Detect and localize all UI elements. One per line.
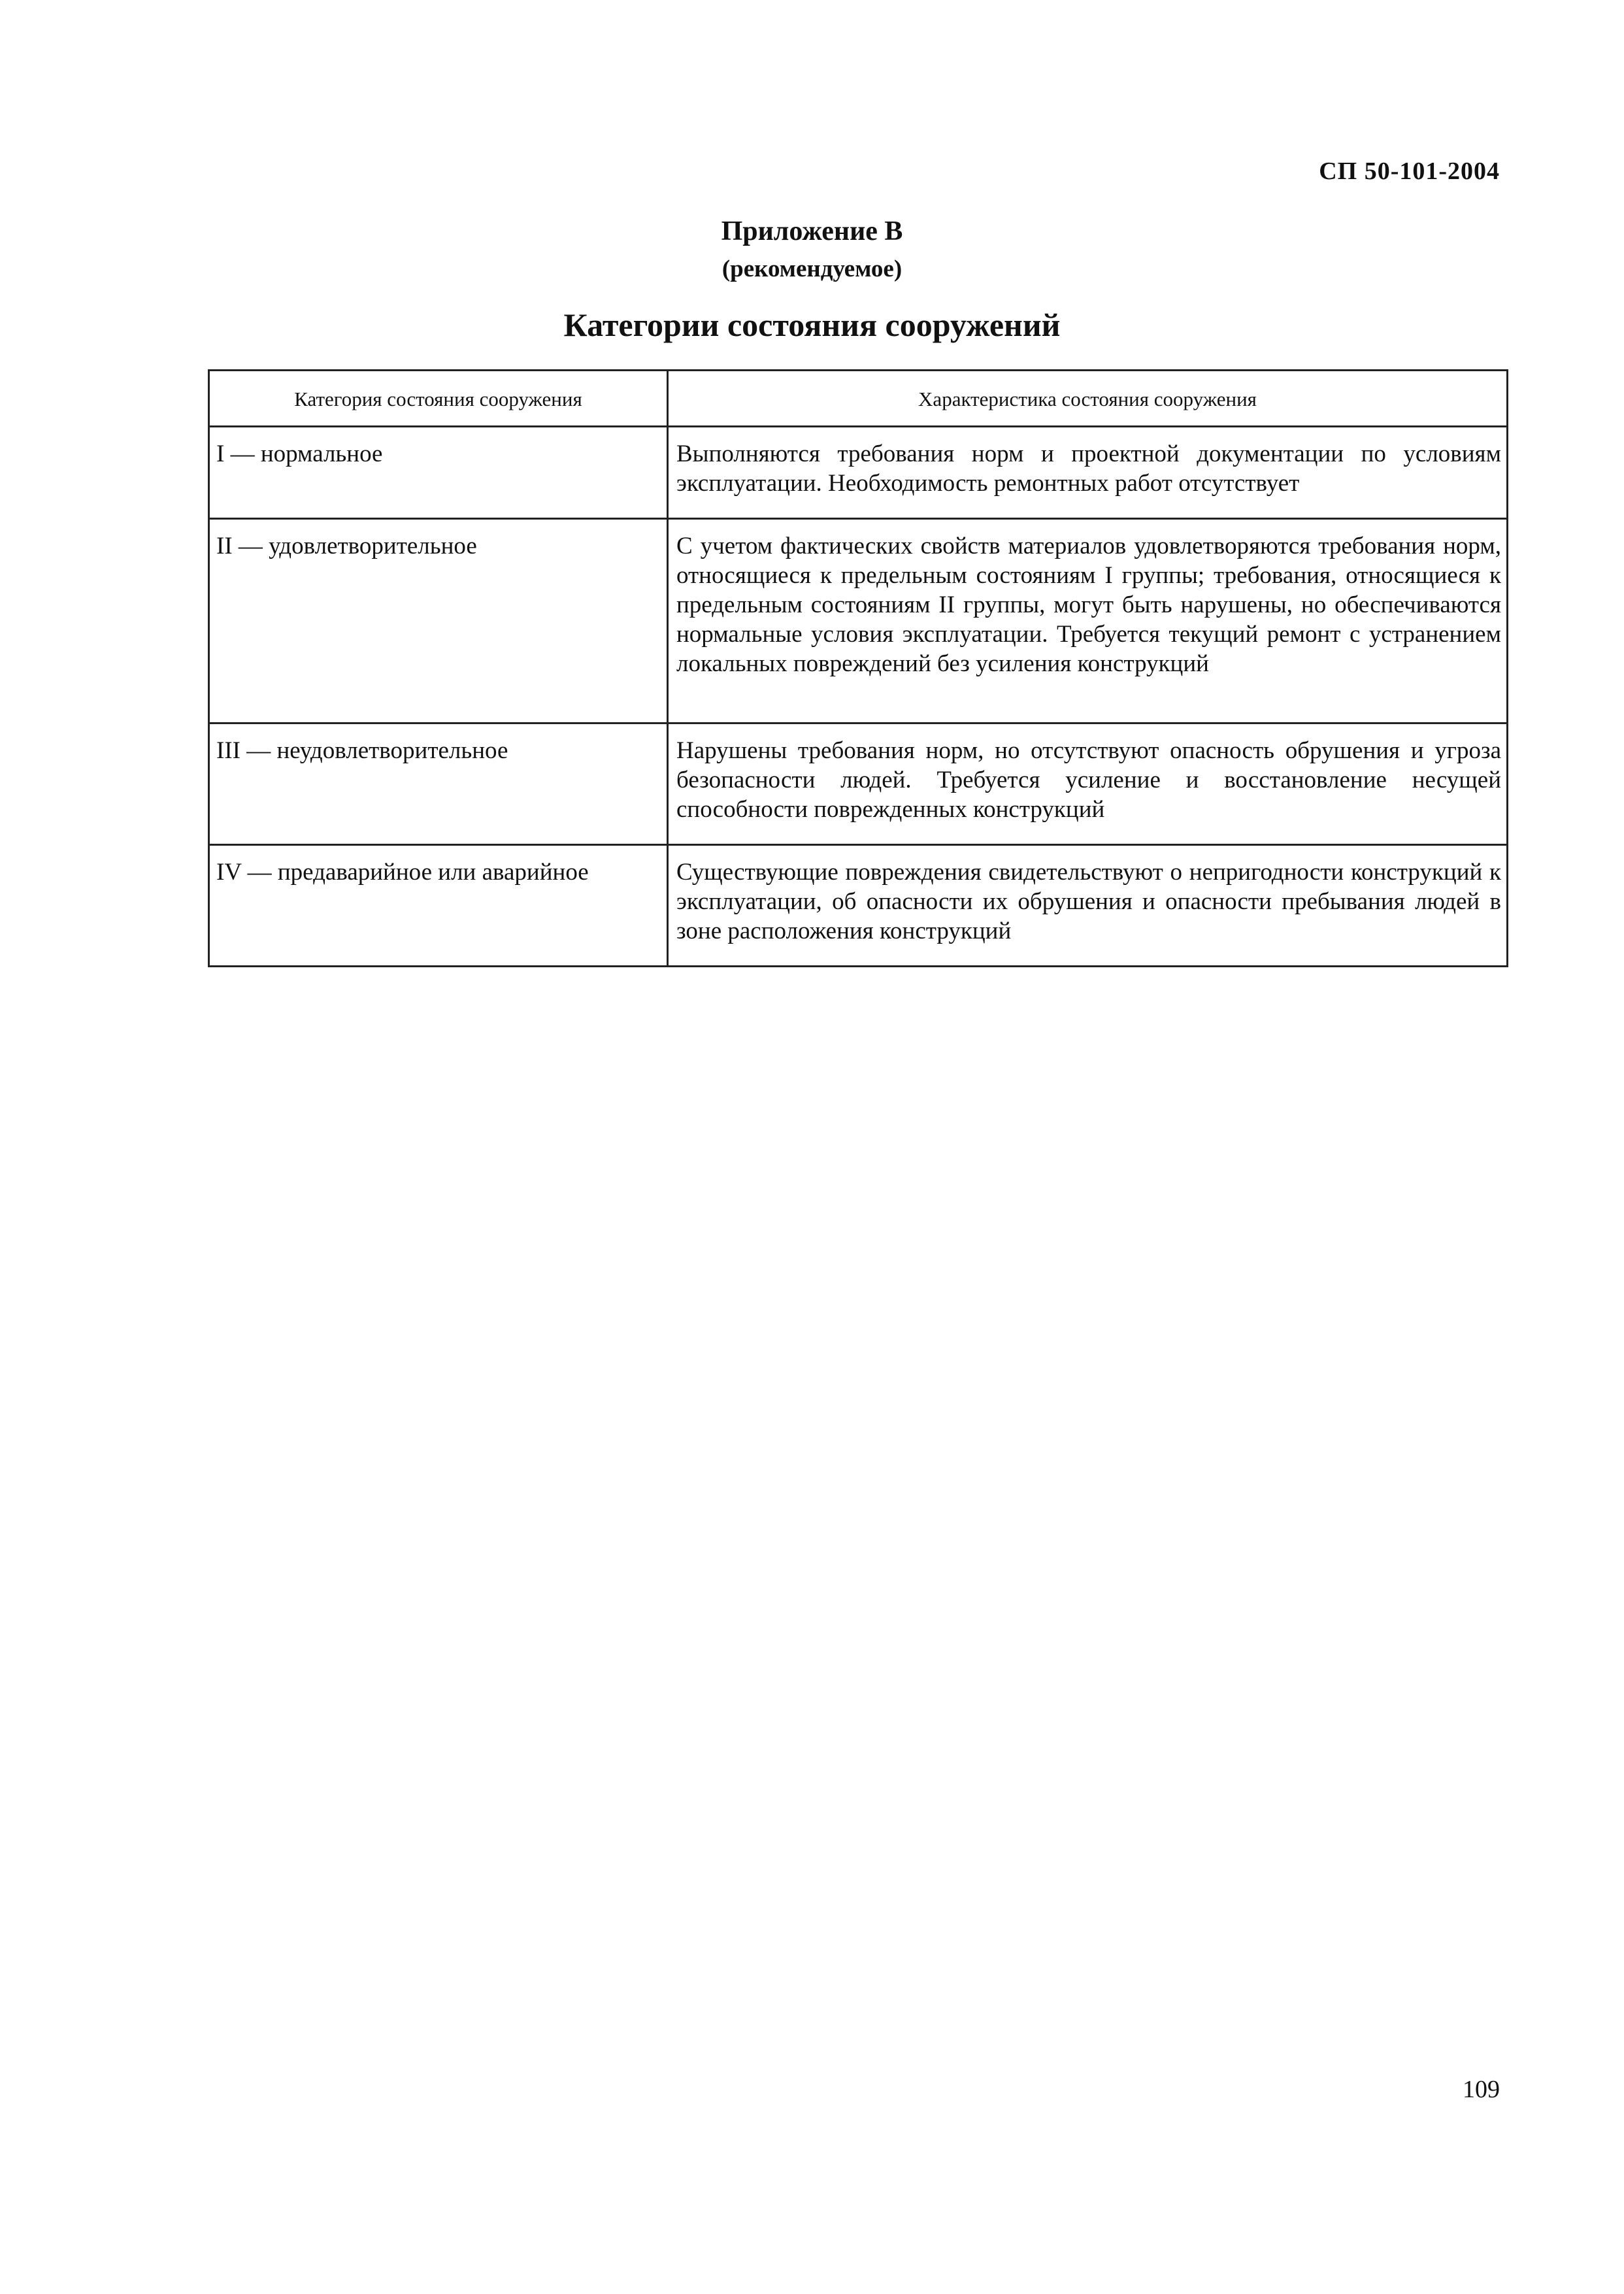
table-row	[209, 723, 1508, 845]
description-cell: Существующие повреждения свидетельствуют о непригодности конструкций к эксплуатации, об опасности их обрушения и опасности пребывания людей в зоне расположения конструкций	[668, 845, 1508, 967]
categories-table	[208, 369, 1508, 967]
table-row	[209, 519, 1508, 723]
table-row	[209, 427, 1508, 519]
appendix-subtitle: (рекомендуемое)	[721, 256, 903, 282]
description-cell: С учетом фактических свойств материалов удовлетворяются требования норм, относящиеся к предельным состояниям I группы; требования, относящиеся к предельным состояниям II группы, могут быть нарушены, но обеспечиваются нормальные условия эксплуатации. Требуется текущий ремонт с устранением локальных повреждений без усиления конструкций	[668, 519, 1508, 723]
page-number: 109	[1463, 2076, 1500, 2103]
document-code: СП 50-101-2004	[1319, 158, 1500, 185]
column-header-category: Категория состояния сооружения	[209, 371, 668, 427]
category-cell: II — удовлетворительное	[209, 519, 668, 723]
appendix-title: Приложение В	[721, 216, 903, 246]
description-cell: Выполняются требования норм и проектной документации по условиям эксплуатации. Необходимость ремонтных работ отсутствует	[668, 427, 1508, 519]
category-cell: I — нормальное	[209, 427, 668, 519]
table-header-row	[209, 371, 1508, 427]
category-cell: IV — предаварийное или аварийное	[209, 845, 668, 967]
category-cell: III — неудовлетворительное	[209, 723, 668, 845]
table-row	[209, 845, 1508, 967]
description-cell: Нарушены требования норм, но отсутствуют опасность обрушения и угроза безопасности людей. Требуется усиление и восстановление несущей способности поврежденных конструкций	[668, 723, 1508, 845]
table-title: Категории состояния сооружений	[563, 307, 1061, 343]
column-header-description: Характеристика состояния сооружения	[668, 371, 1508, 427]
